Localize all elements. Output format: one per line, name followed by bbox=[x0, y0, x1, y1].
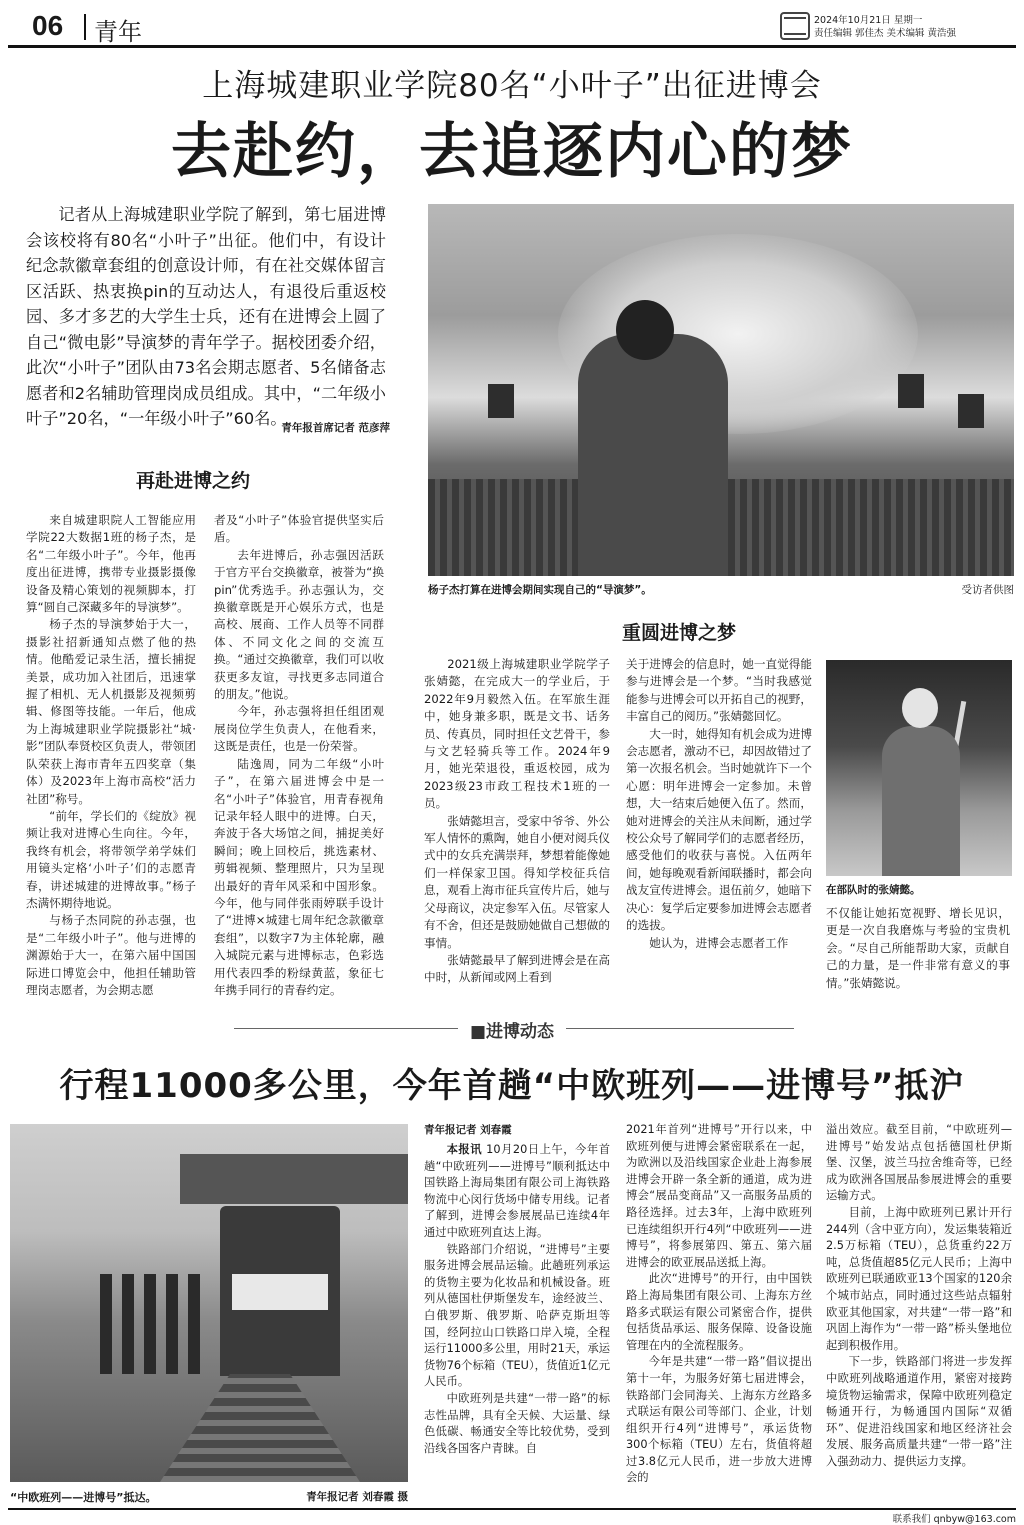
section-divider-label: ■进博动态 bbox=[458, 1022, 566, 1042]
paragraph: 杨子杰的导演梦始于大一，摄影社招新通知点燃了他的热情。他酷爱记录生活，擅长捕捉美景，成功加入社团后，迅速掌握了相机、无人机摄影及视频剪辑、修图等技能。一年后，他成为上海城建职业学院摄影社“城·影”团队奉贤校区负责人，带领团队荣获上海市青年五四奖章（集体）及2023年上海市高校“活力社团”称号。 bbox=[26, 617, 196, 806]
paragraph: 张婧懿坦言，受家中爷爷、外公军人情怀的熏陶，她自小便对阅兵仪式中的女兵充满崇拜，梦想着能像她们一样保家卫国。得知学校征兵信息，观看上海市征兵宣传片后，她与父母商议，决定参军入伍。尽管家人有不舍，但还是鼓励她做自己想做的事情。 bbox=[424, 813, 610, 950]
footer-contact: 联系我们 qnbyw@163.com bbox=[892, 1514, 1016, 1525]
photo-soldier-portrait bbox=[826, 660, 1012, 876]
story1-column-e bbox=[826, 905, 1010, 992]
story1-kicker: 上海城建职业学院80名“小叶子”出征进博会 bbox=[202, 68, 822, 104]
story1-intro: 记者从上海城建职业学院了解到，第七届进博会该校将有80名“小叶子”出征。他们中，有设计纪念款徽章套组的创意设计师，有在社交媒体留言区活跃、热衷换pin的互动达人，有退役后重返校园、多才多艺的大学生士兵，还有在进博会上圆了自己“微电影”导演梦的青年学子。据校团委介绍，此次“小叶子”团队由73名会期志愿者、5名储备志愿者和2名辅助管理岗成员组成。其中，“二年级小叶子”20名，“一年级小叶子”60名。 bbox=[26, 205, 386, 428]
story2-byline: 青年报记者 刘春霞 bbox=[424, 1124, 512, 1136]
photo-train-arrival bbox=[10, 1124, 408, 1482]
story2-column-g bbox=[626, 1122, 812, 1487]
footer-rule bbox=[8, 1508, 1016, 1510]
lead-tag: 本报讯 bbox=[446, 1143, 483, 1156]
paragraph: 今年是共建“一带一路”倡议提出第十一年，为服务好第七届进博会，铁路部门会同海关、上海东方丝路多式联运有限公司等部门、企业，计划组织开行4列“进博号”，承运货物300个标箱（TEU）左右，货值将超过3.8亿元人民币，进一步放大进博会的 bbox=[626, 1355, 812, 1485]
story1-column-a bbox=[26, 512, 196, 999]
photo1-caption: 杨子杰打算在进博会期间实现自己的“导演梦”。 bbox=[428, 584, 652, 596]
paragraph: 目前，上海中欧班列已累计开行244列（含中亚方向），发运集装箱近2.5万标箱（TEU），总货重约22万吨，总货值超85亿元人民币；上海中欧班列已联通欧亚13个国家的120余个城市站点，同时通过这些站点辐射欧亚其他国家，对共建“一带一路”和巩固上海作为“一带一路”桥头堡地位起到积极作用。 bbox=[826, 1205, 1012, 1352]
section-divider bbox=[0, 1017, 1024, 1042]
paragraph: 铁路部门介绍说，“进博号”主要服务进博会展品运输。此趟班列承运的货物主要为化妆品和机械设备。班列从德国杜伊斯堡发车，途经波兰、白俄罗斯、俄罗斯、哈萨克斯坦等国，经阿拉山口铁路口岸入境，全程运行11000多公里，用时21天，承运货物76个标箱（TEU），货值近1亿元人民币。 bbox=[424, 1242, 610, 1389]
lead-text: 10月20日上午，今年首趟“中欧班列——进博号”顺利抵达中国铁路上海局集团有限公司上海铁路物流中心闵行货场中储专用线。记者了解到，进博会参展展品已连续4年通过中欧班列直达上海。 bbox=[424, 1143, 610, 1239]
paragraph: 关于进博会的信息时，她一直觉得能参与进博会是一个梦。“当时我感觉能参与进博会可以开拓自己的视野，丰富自己的阅历。”张婧懿回忆。 bbox=[626, 657, 812, 724]
paragraph: 不仅能让她拓宽视野、增长见识，更是一次自我磨炼与考验的宝贵机会。“尽自己所能帮助大家，贡献自己的力量，是一件非常有意义的事情。”张婧懿说。 bbox=[826, 906, 1010, 990]
issue-editors: 责任编辑 郭佳杰 美术编辑 黄浩强 bbox=[814, 28, 957, 39]
paragraph: 下一步，铁路部门将进一步发挥中欧班列战略通道作用，紧密对接跨境货物运输需求，保障中欧班列稳定畅通开行，为畅通国内国际“双循环”、促进沿线国家和地区经济社会发展、服务高质量共建“一带一路”注入强劲动力、提供运力支撑。 bbox=[826, 1355, 1012, 1468]
section-name: 青年 bbox=[94, 18, 142, 46]
paragraph: 张婧懿最早了解到进博会是在高中时，从新闻或网上看到 bbox=[424, 952, 610, 985]
issue-date: 2024年10月21日 星期一 bbox=[814, 15, 923, 26]
photo3-caption: “中欧班列——进博号”抵达。 bbox=[10, 1491, 157, 1504]
paragraph: 中欧班列是共建“一带一路”的标志性品牌，具有全天候、大运量、绿色低碳、畅通安全等比较优势，受到沿线各国客户青睐。自 bbox=[424, 1391, 610, 1455]
page-number: 06 bbox=[32, 10, 64, 41]
photo3-credit: 青年报记者 刘春霞 摄 bbox=[306, 1491, 408, 1503]
masthead-divider bbox=[84, 14, 86, 40]
story1-column-c bbox=[424, 656, 610, 987]
photo2-caption: 在部队时的张婧懿。 bbox=[826, 884, 921, 896]
paragraph: 今年，孙志强将担任组团观展岗位学生负责人，在他看来，这既是责任，也是一份荣誉。 bbox=[214, 704, 384, 754]
newspaper-logo-icon bbox=[780, 12, 810, 40]
paragraph: 陆逸周，同为二年级“小叶子”，在第六届进博会中是一名“小叶子”体验官，用青春视角记录年轻人眼中的进博。白天，奔波于各大场馆之间，捕捉美好瞬间；晚上回校后，挑选素材、剪辑视频、整理照片，只为呈现出最好的青年风采和中国形象。今年，他与同伴张雨婷联手设计了“进博×城建七周年纪念款徽章套组”，以数字7为主体轮廓，融入城院元素与进博标志，色彩选用代表四季的粉绿黄蓝，象征七年携手同行的青春约定。 bbox=[214, 756, 384, 997]
subhead-revisit: 再赴进博之约 bbox=[136, 470, 251, 492]
paragraph bbox=[424, 1142, 610, 1242]
paragraph: 2021级上海城建职业学院学子张婧懿，在完成大一的学业后，于2022年9月毅然入伍。在军旅生涯中，她身兼多职，既是文书、话务员、传真员，同时担任文艺骨干，参与文艺轻骑兵等工作。2024年9月，她光荣退役，重返校园，成为2023级23市政工程技术1班的一员。 bbox=[424, 657, 610, 811]
photo1-credit: 受访者供图 bbox=[961, 584, 1014, 596]
photo-cameraman-at-parade bbox=[428, 204, 1014, 576]
paragraph: 溢出效应。截至目前，“中欧班列—进博号”始发站点包括德国杜伊斯堡、汉堡，波兰马拉舍维奇等，已经成为欧洲各国展品参展进博会的重要运输方式。 bbox=[826, 1123, 1012, 1203]
story1-column-b bbox=[214, 512, 384, 999]
paragraph: 大一时，她得知有机会成为进博会志愿者，激动不已，却因故错过了第一次报名机会。当时她就许下一个心愿：明年进博会一定参加。未曾想，大一结束后她便入伍了。然而，她对进博会的关注从未间断，通过学校公众号了解同学们的志愿者经历，感受他们的收获与喜悦。入伍两年间，她每晚观看新闻联播时，都会向战友宣传进博会。退伍前夕，她暗下决心：复学后定要参加进博会志愿者的选拔。 bbox=[626, 726, 812, 933]
paragraph: 她认为，进博会志愿者工作 bbox=[649, 935, 789, 950]
paragraph: “前年，学长们的《绽放》视频让我对进博心生向往。今年，我终有机会，将带领学弟学妹们用镜头定格‘小叶子’们的志愿青春，讲述城建的进博故事。”杨子杰满怀期待地说。 bbox=[26, 808, 196, 910]
story2-column-h bbox=[826, 1122, 1012, 1470]
paragraph: 来自城建职院人工智能应用学院22大数据1班的杨子杰，是名“二年级小叶子”。今年，他再度出征进博，携带专业摄影摄像设备及精心策划的视频脚本，打算“圆自己深藏多年的导演梦”。 bbox=[26, 513, 196, 615]
paragraph: 此次“进博号”的开行，由中国铁路上海局集团有限公司、上海东方丝路多式联运有限公司紧密合作，提供包括货品承运、服务保障、设备设施管理在内的全流程服务。 bbox=[626, 1272, 812, 1352]
story2-headline: 行程11000多公里，今年首趟“中欧班列——进博号”抵沪 bbox=[59, 1066, 965, 1106]
story2-column-f bbox=[424, 1142, 610, 1457]
paragraph: 去年进博后，孙志强因活跃于官方平台交换徽章，被誉为“换pin”优秀选手。孙志强认为，交换徽章既是开心娱乐方式，也是高校、展商、工作人员等不同群体、不同文化之间的交流互换。“通过交换徽章，我们可以收获更多友谊，寻找更多志同道合的朋友。”他说。 bbox=[214, 547, 384, 702]
issue-info bbox=[814, 14, 956, 40]
story1-byline: 青年报首席记者 范彦萍 bbox=[281, 422, 390, 434]
paragraph: 与杨子杰同院的孙志强，也是“二年级小叶子”。他与进博的渊源始于大一，在第六届中国国际进口博览会中，他担任辅助管理岗志愿者，为会期志愿 bbox=[26, 913, 196, 997]
subhead-dream: 重圆进博之梦 bbox=[622, 622, 737, 644]
masthead bbox=[8, 8, 1016, 48]
story1-column-d bbox=[626, 656, 812, 952]
story1-headline: 去赴约，去追逐内心的梦 bbox=[171, 117, 853, 187]
paragraph: 者及“小叶子”体验官提供坚实后盾。 bbox=[214, 513, 384, 545]
paragraph: 2021年首列“进博号”开行以来，中欧班列便与进博会紧密联系在一起，为欧洲以及沿线国家企业赴上海参展进博会开辟一条全新的通道，成为进博会“展品变商品”又一高服务品质的路径选择。过去3年，上海中欧班列已连续组织开行4列“中欧班列——进博号”，将参展第四、第五、第六届进博会的欧亚展品送抵上海。 bbox=[626, 1123, 812, 1269]
